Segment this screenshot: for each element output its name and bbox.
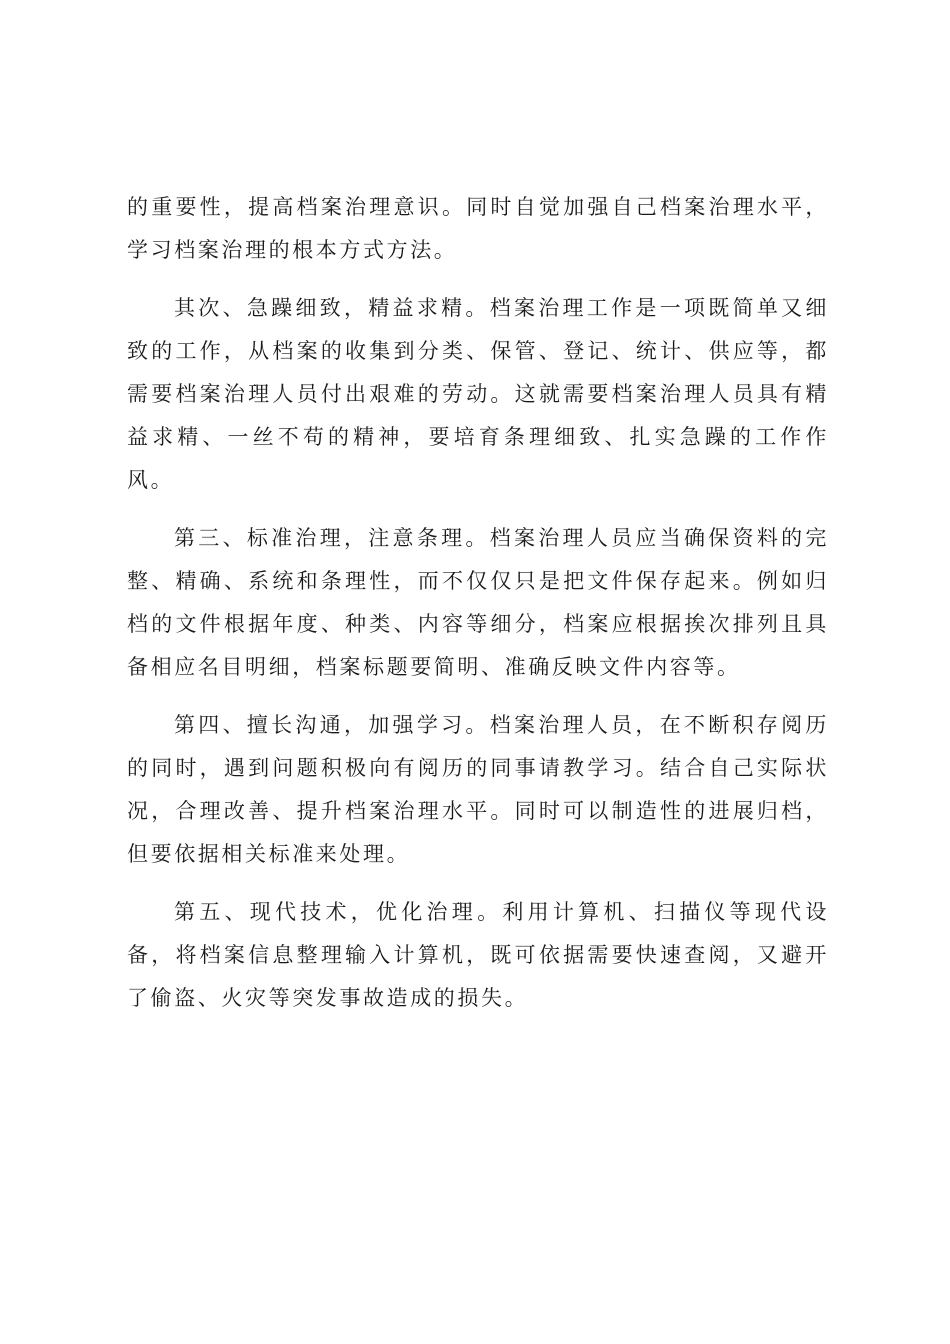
paragraph-third: 第三、标准治理，注意条理。档案治理人员应当确保资料的完整、精确、系统和条理性，而不仅仅只是把文件保存起来。例如归档的文件根据年度、种类、内容等细分，档案应根据挨次排列且具备相应名目明细，档案标题要简明、准确反映文件内容等。	[127, 526, 829, 679]
paragraph-second: 其次、急躁细致，精益求精。档案治理工作是一项既简单又细致的工作，从档案的收集到分类、保管、登记、统计、供应等，都需要档案治理人员付出艰难的劳动。这就需要档案治理人员具有精益求精、一丝不苟的精神，要培育条理细致、扎实急躁的工作作风。	[127, 296, 829, 492]
paragraph-fifth: 第五、现代技术，优化治理。利用计算机、扫描仪等现代设备，将档案信息整理输入计算机，既可依据需要快速查阅，又避开了偷盗、火灾等突发事故造成的损失。	[127, 900, 829, 1010]
document-body	[127, 186, 829, 1035]
paragraph-fourth: 第四、擅长沟通，加强学习。档案治理人员，在不断积存阅历的同时，遇到问题积极向有阅历的同事请教学习。结合自己实际状况，合理改善、提升档案治理水平。同时可以制造性的进展归档，但要依据相关标准来处理。	[127, 713, 829, 866]
paragraph-continuation: 的重要性，提高档案治理意识。同时自觉加强自己档案治理水平，学习档案治理的根本方式方法。	[127, 195, 829, 262]
